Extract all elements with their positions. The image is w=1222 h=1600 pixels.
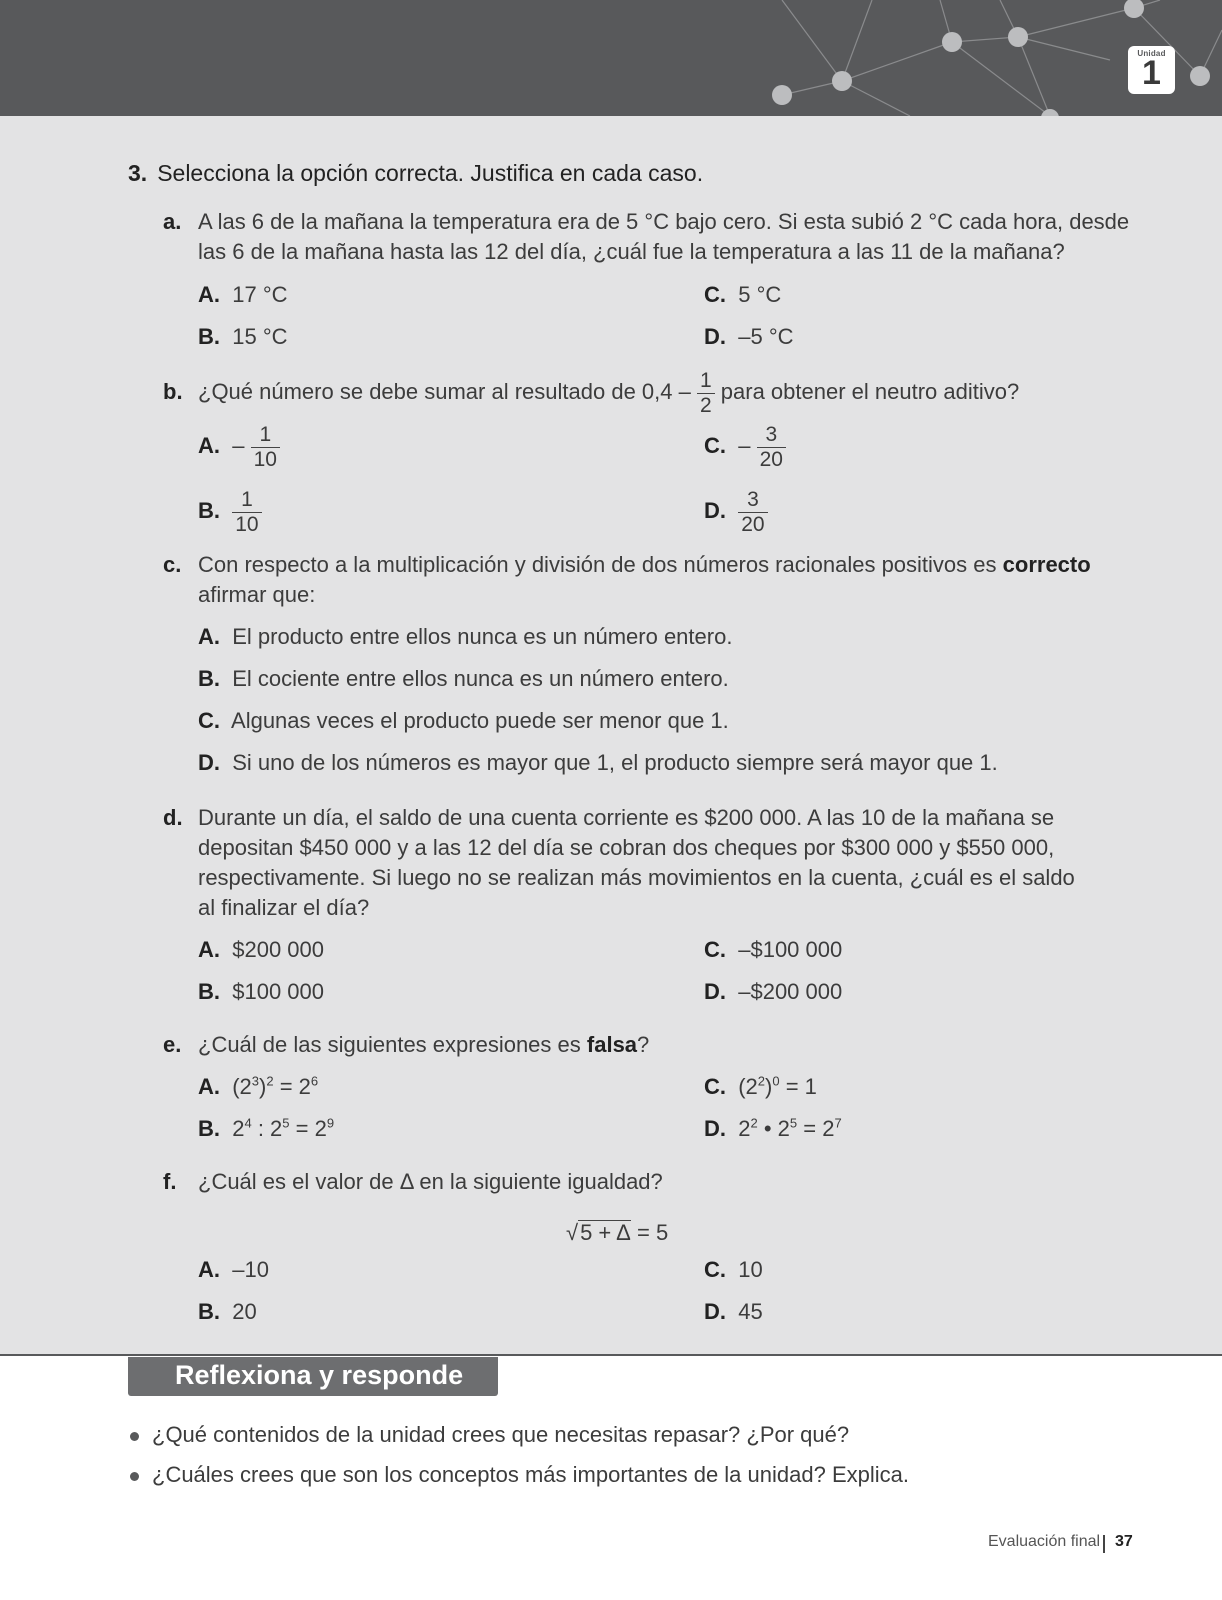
item-b-option-a[interactable]: A. – $\frac{1}{10}$ xyxy=(198,420,280,472)
reflect-bullet-2: ¿Cuáles crees que son los conceptos más importantes de la unidad? Explica. xyxy=(152,1462,909,1487)
item-f-label: f. xyxy=(163,1169,177,1194)
item-e-option-c[interactable]: C. $(2^2)^0 = 1$ xyxy=(704,1073,817,1099)
item-f-equation: √5 + Δ = 5 xyxy=(566,1220,669,1245)
item-b-option-b[interactable]: B. $\frac{1}{10}$ xyxy=(198,485,262,537)
item-d-line2: depositan $450 000 y a las 12 del día se cobran dos cheques por $300 000 y $550 000, xyxy=(198,835,1055,860)
item-f-option-d[interactable]: D. 45 xyxy=(704,1299,763,1324)
item-a-option-d[interactable]: D. –5 °C xyxy=(704,324,794,349)
item-a-option-b[interactable]: B. 15 °C xyxy=(198,324,288,349)
item-d-line3: respectivamente. Si luego no se realizan más movimientos en la cuenta, ¿cuál es el saldo xyxy=(198,865,1075,890)
item-b-text: ¿Qué número se debe sumar al resultado de 0,4 – $\frac{1}{2}$ para obtener el neutro aditivo? xyxy=(198,368,1020,417)
item-e-option-d[interactable]: D. $2^2$ • $2^5 = 2^7$ xyxy=(704,1115,842,1141)
item-e-text: ¿Cuál de las siguientes expresiones es falsa? xyxy=(198,1032,650,1057)
network-decoration xyxy=(0,0,1222,116)
item-f-option-c[interactable]: C. 10 xyxy=(704,1257,763,1282)
page-header xyxy=(0,0,1222,116)
item-f-option-b[interactable]: B. 20 xyxy=(198,1299,257,1324)
unit-badge xyxy=(1128,46,1175,94)
bullet-icon xyxy=(130,1472,139,1481)
item-c-option-a[interactable]: A. El producto entre ellos nunca es un número entero. xyxy=(198,624,733,649)
question-number: 3. xyxy=(128,160,148,186)
item-b-fraction: $\frac{1}{2}$ xyxy=(697,369,715,418)
item-c-line2: afirmar que: xyxy=(198,582,316,607)
item-b-label: b. xyxy=(163,379,183,404)
item-a-option-a[interactable]: A. 17 °C xyxy=(198,282,288,307)
item-d-option-c[interactable]: C. –$100 000 xyxy=(704,937,843,962)
item-a-line2: las 6 de la mañana hasta las 12 del día, ¿cuál fue la temperatura a las 11 de la mañana? xyxy=(198,239,1065,264)
question-instruction: Selecciona la opción correcta. Justifica en cada caso. xyxy=(157,160,704,186)
page-number: 37 xyxy=(1115,1533,1133,1550)
item-c-option-c[interactable]: C. Algunas veces el producto puede ser menor que 1. xyxy=(198,708,729,733)
item-c-option-b[interactable]: B. El cociente entre ellos nunca es un número entero. xyxy=(198,666,729,691)
reflect-title: Reflexiona y responde xyxy=(175,1360,464,1390)
item-e-option-a[interactable]: A. $(2^3)^2 = 2^6$ xyxy=(198,1073,319,1099)
item-c-line1: Con respecto a la multiplicación y división de dos números racionales positivos es correcto xyxy=(198,552,1091,577)
item-a-label: a. xyxy=(163,209,182,234)
item-e-label: e. xyxy=(163,1032,182,1057)
item-d-line4: al finalizar el día? xyxy=(198,895,370,920)
footer-divider xyxy=(1103,1535,1105,1553)
item-d-line1: Durante un día, el saldo de una cuenta corriente es $200 000. A las 10 de la mañana se xyxy=(198,805,1055,830)
item-d-option-d[interactable]: D. –$200 000 xyxy=(704,979,843,1004)
item-c-label: c. xyxy=(163,552,182,577)
item-d-option-a[interactable]: A. $200 000 xyxy=(198,937,324,962)
item-d-option-b[interactable]: B. $100 000 xyxy=(198,979,324,1004)
item-f-text: ¿Cuál es el valor de Δ en la siguiente igualdad? xyxy=(198,1169,663,1194)
item-a-line1: A las 6 de la mañana la temperatura era de 5 °C bajo cero. Si esta subió 2 °C cada hora, desde xyxy=(198,209,1130,234)
item-c-option-d[interactable]: D. Si uno de los números es mayor que 1, el producto siempre será mayor que 1. xyxy=(198,750,998,775)
reflect-section-tab xyxy=(128,1357,498,1396)
question-3-heading xyxy=(128,158,703,188)
reflect-bullet-1: ¿Qué contenidos de la unidad crees que necesitas repasar? ¿Por qué? xyxy=(152,1422,850,1447)
item-d-label: d. xyxy=(163,805,183,830)
item-a-option-c[interactable]: C. 5 °C xyxy=(704,282,782,307)
item-b-option-d[interactable]: D. $\frac{3}{20}$ xyxy=(704,485,768,537)
item-e-option-b[interactable]: B. $2^4$ : $2^5 = 2^9$ xyxy=(198,1115,335,1141)
footer-section: Evaluación final xyxy=(988,1533,1101,1550)
item-f-option-a[interactable]: A. –10 xyxy=(198,1257,269,1282)
unit-number: 1 xyxy=(1142,54,1161,92)
bullet-icon xyxy=(130,1432,139,1441)
unit-label: Unidad xyxy=(1137,49,1166,58)
item-b-option-c[interactable]: C. – $\frac{3}{20}$ xyxy=(704,420,786,472)
